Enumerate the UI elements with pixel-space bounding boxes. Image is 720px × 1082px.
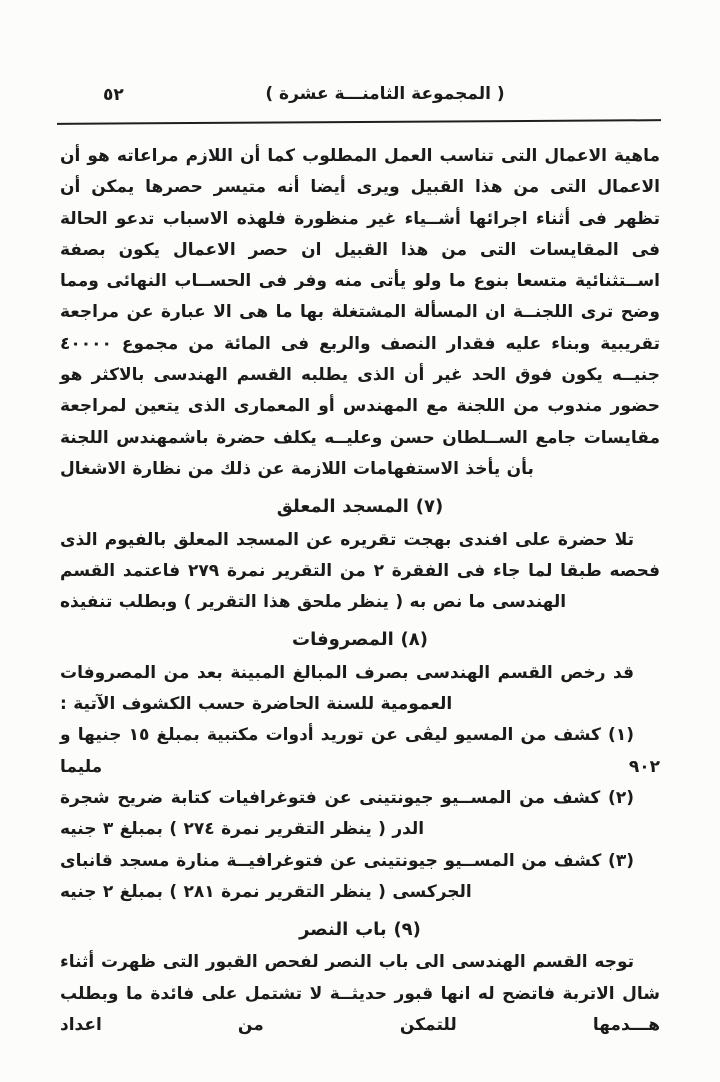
expense-item-1: (١) كشف من المسيو ليڤى عن توريد أدوات مكتبية بمبلغ ١٥ جنيها و ٩٠٢ مليما: [60, 725, 660, 777]
paragraph-expenses-intro: قد رخص القسم الهندسى بصرف المبالغ المبينة بعد من المصروفات العمومية للسنة الحاضرة حسب الكشوف الآتية :: [60, 662, 634, 715]
header-divider: [57, 119, 661, 125]
collection-title: ( المجموعة الثامنـــة عشرة ): [265, 84, 505, 104]
expense-item-3: (٣) كشف من المســيو جيونتينى عن فتوغرافيــة منارة مسجد قانباى الجركسى ( ينظر التقرير نمرة ٢٨١ ) بمبلغ ٢ جنيه: [60, 850, 634, 902]
section-heading-hanging-mosque: (٧) المسجد المعلق: [276, 496, 444, 518]
page-header: [60, 84, 660, 114]
paragraph-hanging-mosque: تلا حضرة على افندى بهجت تقريره عن المسجد المعلق بالفيوم الذى فحصه طبقا لما جاء فى الفقرة ٢ من التقرير نمرة ٢٧٩ فاعتمد القسم الهندسى ما نص به ( ينظر ملحق هذا التقرير ) وبطلب تنفيذه: [60, 529, 660, 613]
paragraph-works-estimate: ماهية الاعمال التى تناسب العمل المطلوب كما أن اللازم مراعاته هو أن الاعمال التى من هذا القبيل ويرى أيضا أنه متيسر حصرها يمكن أن تظهر فى أثناء اجرائها أشــياء غير منظورة فلهذه الاسباب تدعو الحالة فى المقايسات التى من هذا القبيل ان حصر الاعمال يكون بصفة اســتثنائية متسعا بنوع ما ولو يأتى منه وفر فى الحســاب النهائى ومما وضح ترى اللجنــة ان المسألة المشتغلة بها ما هى الا عبارة عن مراجعة تقريبية وبناء عليه فقدار النصف والربع فى المائة من مجموع ٤٠٠٠٠ جنيــه يكون فوق الحد غير أن الذى يطلبه القسم الهندسى بالاكثر هو حضور مندوب من اللجنة مع المهندس أو المعمارى الذى يتعين لمراجعة مقايسات جامع الســلطان حسن وعليــه يكلف حضرة باشمهندس اللجنة بأن يأخذ الاستفهامات اللازمة عن ذلك من نظارة الاشغال: [60, 146, 660, 479]
expense-item-2: (٢) كشف من المســيو جيونتينى عن فتوغرافيات كتابة ضريح شجرة الدر ( ينظر التقرير نمرة ٢٧٤ ) بمبلغ ٣ جنيه: [60, 787, 634, 840]
section-heading-expenses: (٨) المصروفات: [292, 629, 428, 651]
paragraph-bab-al-nasr: توجه القسم الهندسى الى باب النصر لفحص القبور التى ظهرت أثناء شال الاتربة فاتضح له انها قبور حديثــة لا تشتمل على فائدة ما وبطلب هـــدمها للتمكن من اعداد: [60, 952, 660, 1036]
page-body: [60, 141, 660, 1041]
section-heading-bab-al-nasr: (٩) باب النصر: [299, 919, 421, 941]
page-number: ٥٢: [103, 85, 124, 105]
